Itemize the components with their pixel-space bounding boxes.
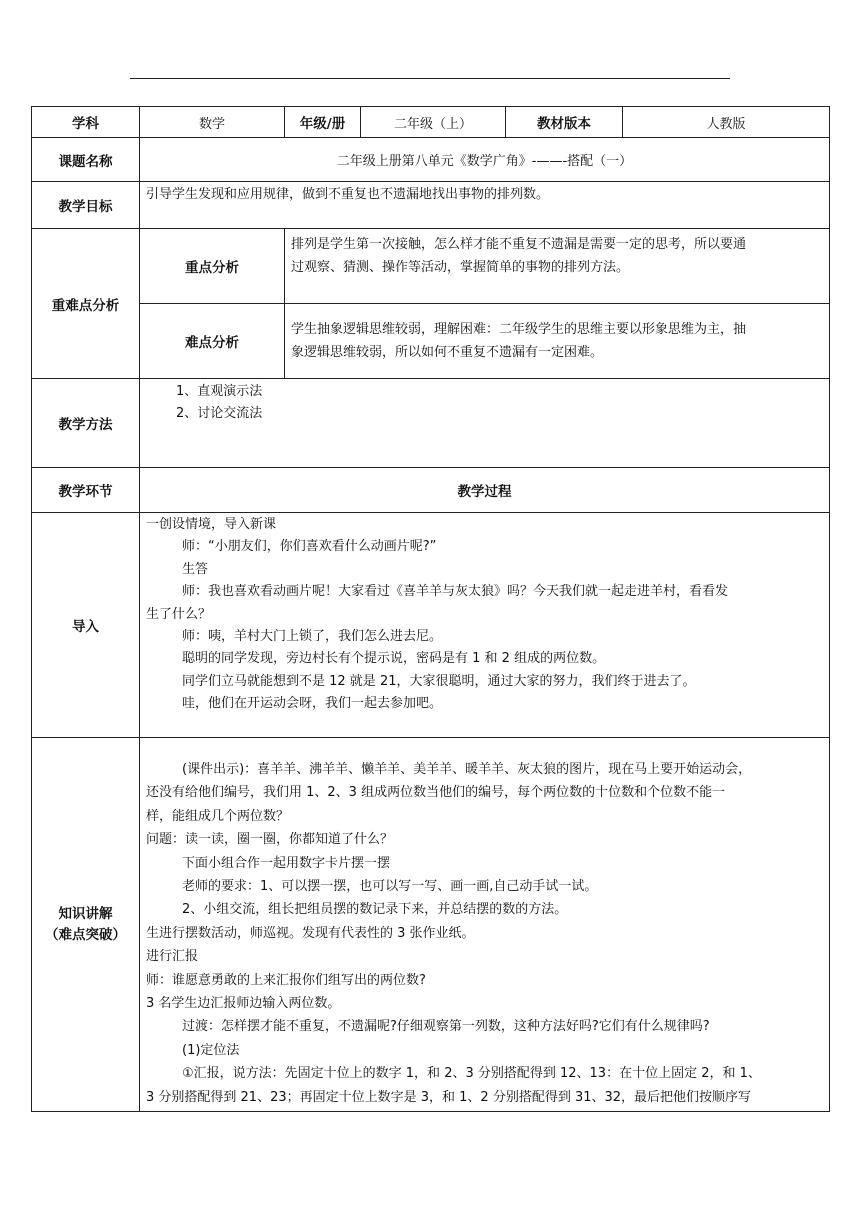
- text-line: 进行汇报: [146, 949, 199, 965]
- key-point-label: 重点分析: [140, 229, 285, 304]
- methods-list: [140, 379, 830, 468]
- text-line: 师：“小朋友们，你们喜欢看什么动画片呢?”: [182, 539, 437, 555]
- grade-value: 二年级（上）: [361, 107, 506, 138]
- difficulty-label: 难点分析: [140, 304, 285, 379]
- knowledge-label-main: 知识讲解: [58, 905, 113, 922]
- topic-row: [32, 138, 830, 182]
- text-line: 生答: [182, 561, 209, 577]
- process-header-row: [32, 468, 830, 513]
- text-line: 问题：读一读，圈一圈，你都知道了什么？: [146, 832, 394, 848]
- text-line: 生进行摆数活动，师巡视。发现有代表性的 3 张作业纸。: [146, 925, 475, 941]
- difficulty-row: [32, 304, 830, 379]
- analysis-label: 重难点分析: [32, 229, 140, 379]
- key-point-row: [32, 229, 830, 304]
- grade-label: 年级/册: [285, 107, 361, 138]
- method-item: 2、讨论交流法: [176, 406, 263, 421]
- key-point-text: [285, 229, 830, 304]
- process-header: 教学过程: [140, 468, 830, 513]
- text-line: 聪明的同学发现，旁边村长有个提示说，密码是有 1 和 2 组成的两位数。: [182, 651, 606, 667]
- knowledge-label-sub: （难点突破）: [45, 926, 126, 943]
- methods-row: [32, 379, 830, 468]
- text-line: 一创设情境，导入新课: [146, 517, 277, 532]
- difficulty-text: [285, 304, 830, 379]
- text-line: 过渡：怎样摆才能不重复，不遗漏呢?仔细观察第一列数，这种方法好吗?它们有什么规律吗?: [182, 1019, 710, 1035]
- text-line: 生了什么？: [146, 606, 212, 622]
- text-line: 3 名学生边汇报师边输入两位数。: [146, 996, 341, 1012]
- methods-label: 教学方法: [32, 379, 140, 468]
- intro-row: [32, 513, 830, 738]
- intro-content: [140, 513, 830, 738]
- topic-value: 二年级上册第八单元《数学广角》-——-搭配（一）: [140, 138, 830, 182]
- subject-label: 学科: [32, 107, 140, 138]
- text-line: 同学们立马就能想到不是 12 就是 21，大家很聪明，通过大家的努力，我们终于进去了。: [182, 673, 696, 689]
- text-line: 过观察、猜测、操作等活动，掌握简单的事物的排列方法。: [291, 260, 630, 275]
- subject-value: 数学: [140, 107, 285, 138]
- text-line: 象逻辑思维较弱，所以如何不重复不遗漏有一定困难。: [291, 345, 604, 360]
- text-line: 还没有给他们编号，我们用 1、2、3 组成两位数当他们的编号，每个两位数的十位数和个位数不能一: [146, 785, 726, 801]
- edition-value: 人教版: [623, 107, 830, 138]
- topic-label: 课题名称: [32, 138, 140, 182]
- stage-header: 教学环节: [32, 468, 140, 513]
- text-line: 师：我也喜欢看动画片呢！大家看过《喜羊羊与灰太狼》吗？今天我们就一起走进羊村，看看发: [182, 584, 729, 600]
- edition-label: 教材版本: [506, 107, 623, 138]
- text-line: 样，能组成几个两位数？: [146, 808, 290, 824]
- objective-row: [32, 182, 830, 229]
- objective-label: 教学目标: [32, 182, 140, 229]
- method-item: 1、直观演示法: [176, 384, 263, 399]
- lesson-plan-table: [31, 106, 830, 1112]
- text-line: 师：谁愿意勇敢的上来汇报你们组写出的两位数?: [146, 972, 426, 988]
- header-rule: [130, 78, 730, 79]
- text-line: ①汇报，说方法：先固定十位上的数字 1，和 2、3 分别搭配得到 12、13：在十位上固定 2，和 1、: [182, 1066, 761, 1082]
- text-line: 2、小组交流，组长把组员摆的数记录下来，并总结摆的数的方法。: [182, 902, 568, 918]
- text-line: 师：咦，羊村大门上锁了，我们怎么进去尼。: [182, 629, 443, 645]
- text-line: 排列是学生第一次接触，怎么样才能不重复不遗漏是需要一定的思考，所以要通: [291, 237, 747, 252]
- text-line: 下面小组合作一起用数字卡片摆一摆: [182, 855, 391, 871]
- text-line: 哇，他们在开运动会呀，我们一起去参加吧。: [182, 696, 443, 712]
- knowledge-content: [140, 738, 830, 1112]
- objective-value: 引导学生发现和应用规律，做到不重复也不遗漏地找出事物的排列数。: [140, 182, 830, 229]
- text-line: 学生抽象逻辑思维较弱，理解困难：二年级学生的思维主要以形象思维为主，抽: [291, 322, 747, 337]
- text-line: (课件出示)：喜羊羊、沸羊羊、懒羊羊、美羊羊、暖羊羊、灰太狼的图片，现在马上要开始运动会，: [182, 762, 752, 777]
- text-line: 3 分别搭配得到 21、23；再固定十位上数字是 3，和 1、2 分别搭配得到 31、32，最后把他们按顺序写: [146, 1089, 752, 1105]
- intro-label: 导入: [32, 513, 140, 738]
- knowledge-row: [32, 738, 830, 1112]
- header-row: [32, 107, 830, 138]
- knowledge-label: [32, 738, 140, 1112]
- text-line: (1)定位法: [182, 1042, 240, 1058]
- text-line: 老师的要求：1、可以摆一摆，也可以写一写、画一画,自己动手试一试。: [182, 879, 598, 895]
